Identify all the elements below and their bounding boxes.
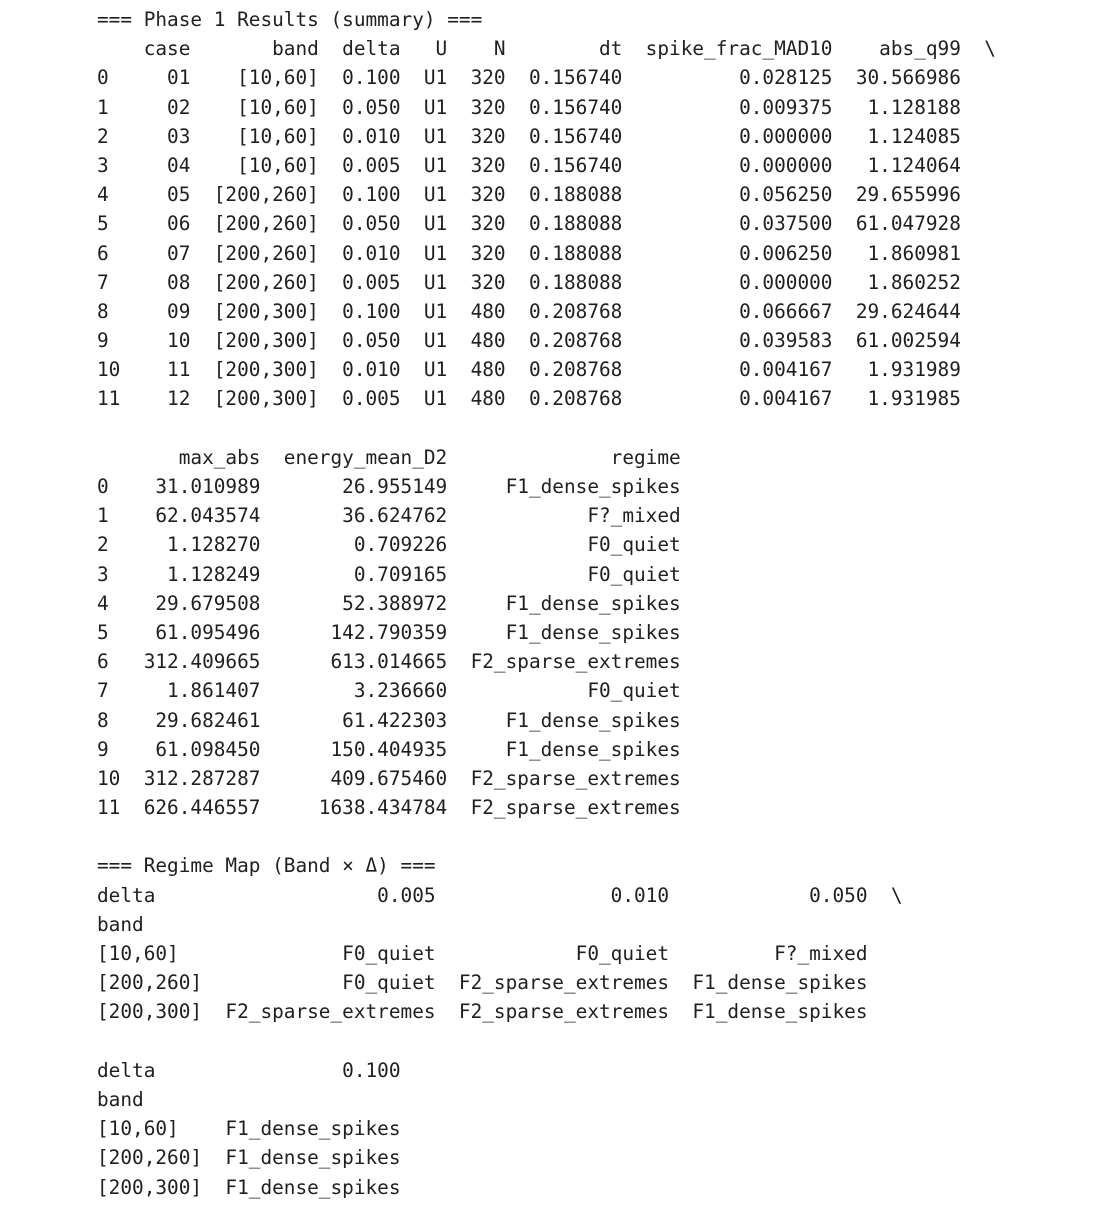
table-row: 10 312.287287 409.675460 F2_sparse_extremes [97, 766, 681, 790]
table-row: 8 09 [200,300] 0.100 U1 480 0.208768 0.066667 29.624644 [97, 299, 961, 323]
table-header-row: delta 0.100 [97, 1058, 401, 1082]
table-row: 9 10 [200,300] 0.050 U1 480 0.208768 0.039583 61.002594 [97, 329, 961, 353]
table-row: 3 1.128249 0.709165 F0_quiet [97, 562, 681, 586]
table-row: 0 01 [10,60] 0.100 U1 320 0.156740 0.028125 30.566986 [97, 66, 961, 90]
table-row: 7 1.861407 3.236660 F0_quiet [97, 679, 681, 703]
table-row: 11 12 [200,300] 0.005 U1 480 0.208768 0.004167 1.931985 [97, 387, 961, 411]
table-row: 4 29.679508 52.388972 F1_dense_spikes [97, 591, 681, 615]
table-row: 2 03 [10,60] 0.010 U1 320 0.156740 0.000000 1.124085 [97, 124, 961, 148]
table-row: 6 312.409665 613.014665 F2_sparse_extremes [97, 650, 681, 674]
table-row: [200,300] F1_dense_spikes [97, 1175, 401, 1199]
table-row: 1 02 [10,60] 0.050 U1 320 0.156740 0.009375 1.128188 [97, 95, 961, 119]
blank-line [97, 822, 1104, 851]
table-row: 4 05 [200,260] 0.100 U1 320 0.188088 0.056250 29.655996 [97, 183, 961, 207]
table-row: [10,60] F1_dense_spikes [97, 1117, 401, 1141]
table-row: 3 04 [10,60] 0.005 U1 320 0.156740 0.000000 1.124064 [97, 153, 961, 177]
table-row: [200,260] F0_quiet F2_sparse_extremes F1_dense_spikes [97, 971, 868, 995]
table-row: 0 31.010989 26.955149 F1_dense_spikes [97, 475, 681, 498]
index-name-row: band [97, 912, 203, 936]
section-title: === Phase 1 Results (summary) === [97, 8, 483, 31]
table-row: 2 1.128270 0.709226 F0_quiet [97, 533, 681, 557]
table-row: 10 11 [200,300] 0.010 U1 480 0.208768 0.004167 1.931989 [97, 358, 961, 382]
table-header-row: case band delta U N dt spike_frac_MAD10 abs_q99 \ [97, 37, 996, 61]
blank-line [97, 1027, 1104, 1056]
table-row: 9 61.098450 150.404935 F1_dense_spikes [97, 737, 681, 761]
table-row: 11 626.446557 1638.434784 F2_sparse_extremes [97, 796, 681, 820]
table-row: 5 61.095496 142.790359 F1_dense_spikes [97, 620, 681, 644]
table-row: 7 08 [200,260] 0.005 U1 320 0.188088 0.000000 1.860252 [97, 270, 961, 294]
table-row: 1 62.043574 36.624762 F?_mixed [97, 504, 681, 528]
table-row: [200,300] F2_sparse_extremes F2_sparse_extremes F1_dense_spikes [97, 1000, 868, 1024]
table-header-row: max_abs energy_mean_D2 regime [97, 445, 681, 469]
table-row: 8 29.682461 61.422303 F1_dense_spikes [97, 708, 681, 732]
index-name-row: band [97, 1087, 203, 1111]
table-header-row: delta 0.005 0.010 0.050 \ [97, 883, 903, 907]
table-row: 5 06 [200,260] 0.050 U1 320 0.188088 0.037500 61.047928 [97, 212, 961, 236]
section-title: === Regime Map (Band × Δ) === [97, 854, 436, 878]
table-row: [10,60] F0_quiet F0_quiet F?_mixed [97, 942, 868, 965]
blank-line [97, 414, 1104, 443]
table-row: [200,260] F1_dense_spikes [97, 1146, 401, 1170]
table-row: 6 07 [200,260] 0.010 U1 320 0.188088 0.006250 1.860981 [97, 241, 961, 265]
